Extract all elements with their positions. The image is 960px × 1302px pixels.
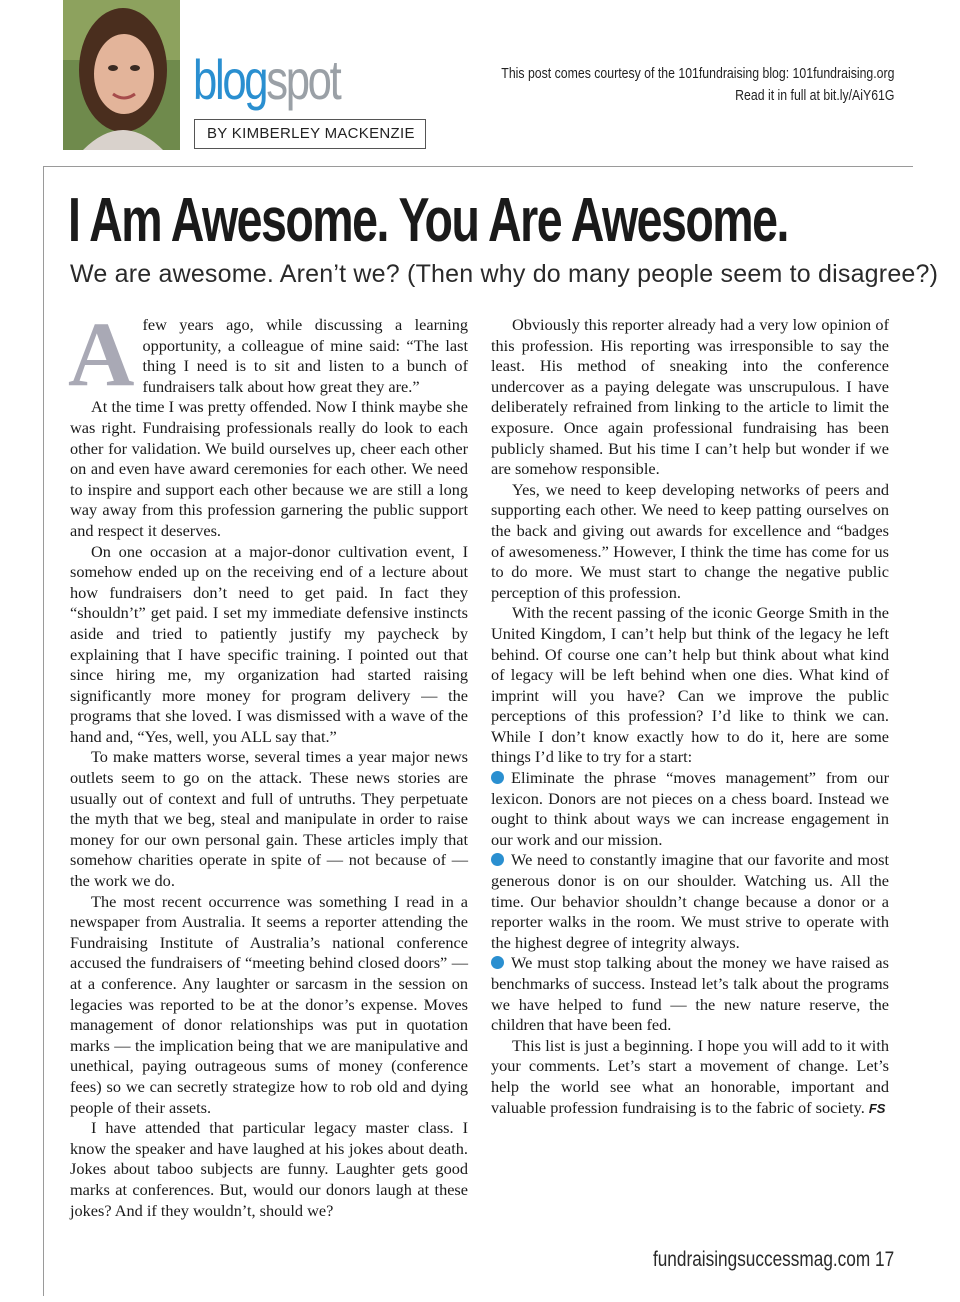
paragraph-3: On one occasion at a major-donor cultivation event, I somehow ended up on the receiving end of a lecture about how fundraisers don’t need to get paid. In fact they “shouldn’t” get paid. I set my immediate defensive instincts aside and tried to patiently justify my paycheck by explaining that I have specific training. I pointed out that since hiring me, my organization had started raising significantly more money for program delivery — the programs that she loved. I was dismissed with a wave of the hand and, “Yes, well, you ALL say that.”: [70, 541, 468, 746]
bullet-icon: [491, 853, 504, 866]
author-byline: BY KIMBERLEY MACKENZIE: [207, 125, 415, 142]
paragraph-7: Obviously this reporter already had a very low opinion of this profession. His reporting was irresponsible to say the least. His method of sneaking into the conference undercover as a paying delegate was unscrupulous. I have deliberately refrained from linking to the article to limit the exposure. Once again professional fundraising has been publicly shamed. But his time I can’t help but wonder if we are somehow responsible.: [491, 315, 889, 479]
margin-rule: [43, 166, 44, 1296]
paragraph-9: With the recent passing of the iconic George Smith in the United Kingdom, I can’t help but think of the legacy he left behind. Of course one can’t help but think about what kind of legacy will be left behind when one dies. What kind of imprint will you have? Can we improve the public perceptions of this profession? I’d like to think we can. While I don’t know exactly how to do it, here are some things I’d like to try for a start:: [491, 603, 889, 767]
paragraph-2: At the time I was pretty offended. Now I think maybe she was right. Fundraising professionals really do look to each other for validation. We build ourselves up, cheer each other on and even have award ceremonies for each other. We need to inspire and support each other because we are still a long way away from this profession garnering the public support and respect it deserves.: [70, 397, 468, 540]
paragraph-8: Yes, we need to keep developing networks of peers and supporting each other. We need to keep patting ourselves on the back and giving out awards for excellence and “badges of awesomeness.” However, I think the time has come for us to do more. We must start to change the negative public perception of this profession.: [491, 479, 889, 602]
bullet-item-1: Eliminate the phrase “moves management” from our lexicon. Donors are not pieces on a chess board. Instead we ought to think about ways we can increase engagement in our work and our mission.: [491, 768, 889, 849]
article-headline: I Am Awesome. You Are Awesome.: [68, 186, 788, 255]
column-right: [491, 315, 889, 1119]
paragraph-4: To make matters worse, several times a year major news outlets seem to go on the attack. These news stories are usually out of context and full of untruths. They perpetuate the myth that we beg, steal and manipulate in order to raise money for our own personal gain. These articles imply that somehow charities operate in spite of — not because of — the work we do.: [70, 747, 468, 891]
bullet-item-3: We must stop talking about the money we have raised as benchmarks of success. Instead let’s talk about the programs we have helped to fund — the new nature reserve, the children that have been fed.: [491, 953, 889, 1035]
bullet-item-2: We need to constantly imagine that our favorite and most generous donor is on our shoulder. Watching us. All the time. Our behavior shouldn’t change because a donor or a reporter walks in the room. We must strive to operate with the highest degree of integrity always.: [491, 850, 889, 952]
bullet-icon: [491, 956, 504, 969]
header-rule: [43, 166, 913, 167]
courtesy-line-2: Read it in full at bit.ly/AiY61G: [734, 87, 894, 104]
paragraph-6: I have attended that particular legacy master class. I know the speaker and have laughed at his jokes about death. Jokes about taboo subjects are funny. Laughter gets good marks at conferences. But, would our donors laugh at these jokes? And if they wouldn’t, should we?: [70, 1118, 468, 1220]
paragraph-1: Afew years ago, while discussing a learning opportunity, a colleague of mine said: “The last thing I need is to sit and listen to a bunch of fundraisers talk about how great they are.”: [68, 303, 468, 405]
courtesy-note: [501, 63, 894, 107]
brand-blog: blog: [193, 48, 267, 111]
end-mark: FS: [868, 1100, 886, 1116]
footer-site-page: fundraisingsuccessmag.com 17: [652, 1248, 894, 1271]
article-subhead: We are awesome. Aren’t we? (Then why do many people seem to disagree?): [70, 260, 939, 288]
byline-box: [194, 119, 426, 149]
paragraph-10: This list is just a beginning. I hope you will add to it with your comments. Let’s start a movement of change. Let’s help the world see what an honorable, important and valuable profession fundraising is to the fabric of society. FS: [491, 1035, 889, 1117]
paragraph-5: The most recent occurrence was something I read in a newspaper from Australia. It seems a reporter attending the Fundraising Institute of Australia’s national conference accused the fundraisers of “meeting behind closed doors” — at a conference. Any laughter or sarcasm in the session on legacies was reported to be at the donor’s expense. Moves management of donor relationships was put in quotation marks — the implication being that we are manipulative and unethical, paying outrageous sums of money (conference fees) so we can secretly strategize how to rob old and dying people of their assets.: [70, 891, 468, 1117]
column-left: [68, 303, 468, 1221]
blogspot-logo: [193, 48, 340, 111]
bullet-icon: [491, 771, 504, 784]
brand-spot: spot: [266, 48, 340, 111]
courtesy-line-1: This post comes courtesy of the 101fundraising blog: 101fundraising.org: [500, 65, 894, 82]
author-photo: [63, 0, 180, 150]
drop-cap: A: [68, 303, 135, 405]
